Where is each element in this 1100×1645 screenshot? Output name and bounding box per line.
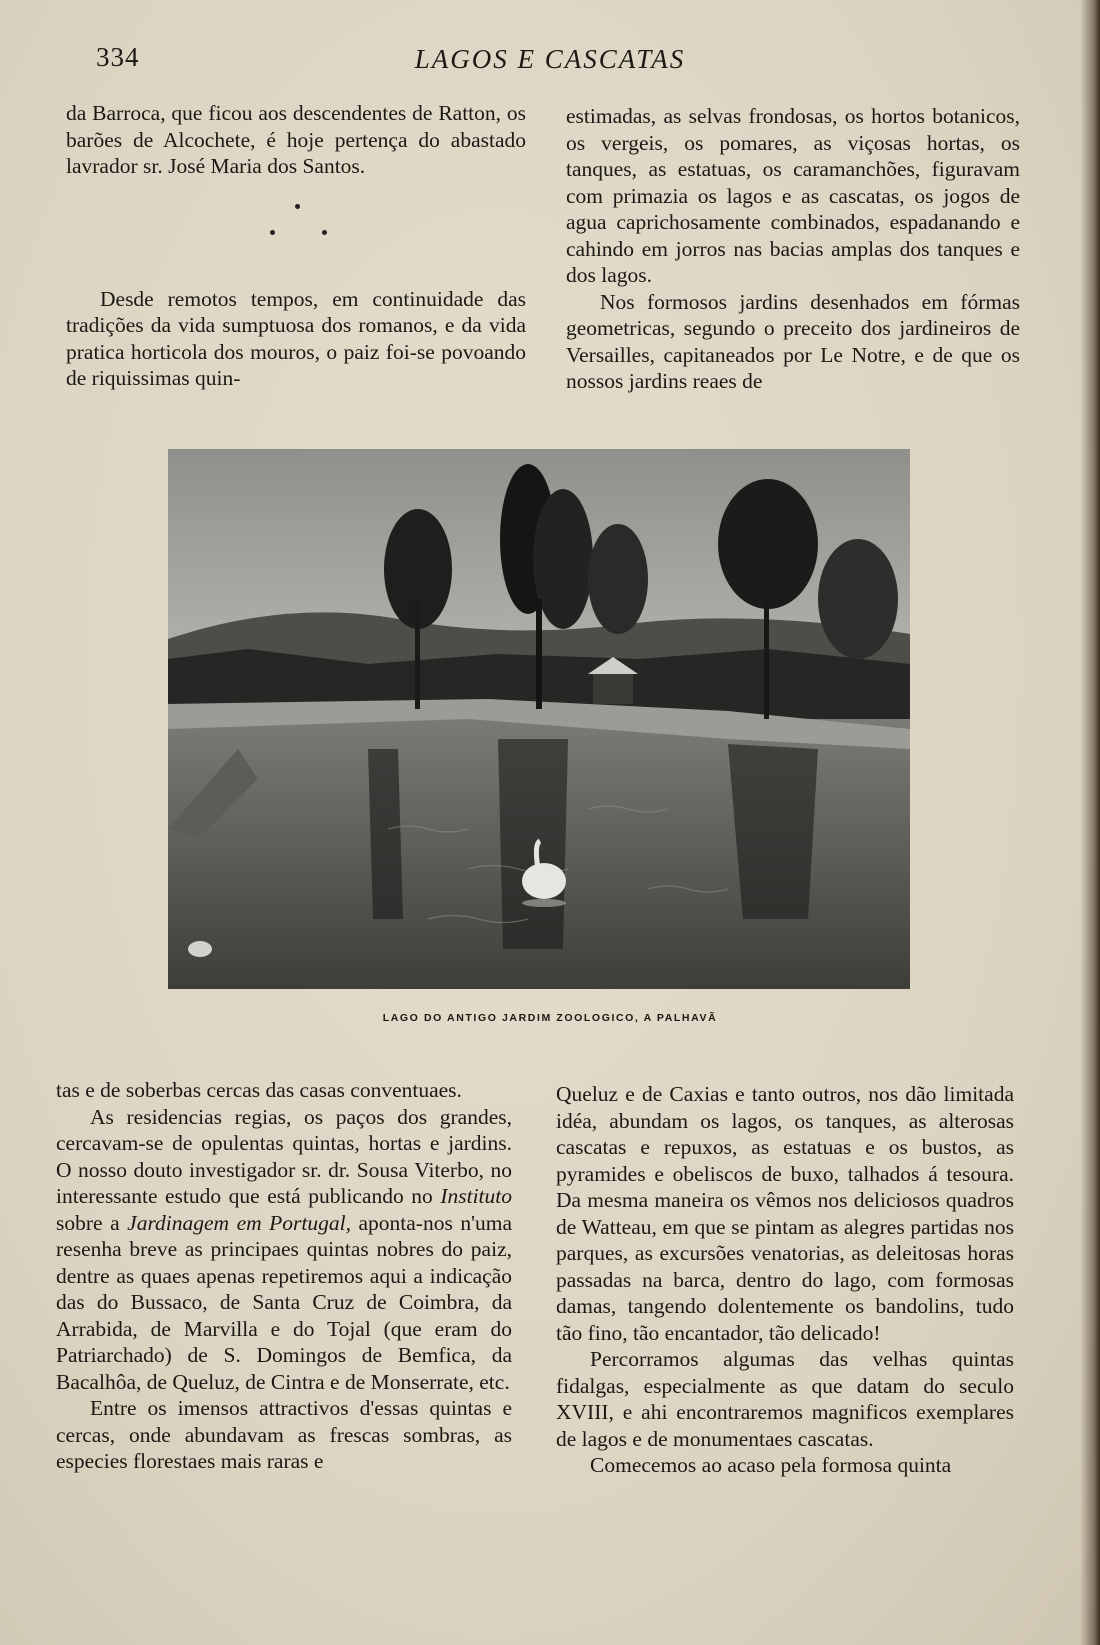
paragraph: estimadas, as selvas frondosas, os hortos botanicos, os vergeis, os pomares, as viçosas hortas, os tanques, as estatuas, os caramanchões, figuravam com primazia os lagos e as cascatas, os jogos de agua caprichosamente combinados, espadanando e cahindo em jorros nas bacias amplas dos tanques e dos lagos. [566, 104, 1020, 287]
column-bottom-left [56, 1077, 512, 1475]
paragraph: da Barroca, que ficou aos descendentes de Ratton, os barões de Alcochete, é hoje pertença do abastado lavrador sr. José Maria dos Santos. [66, 101, 526, 178]
running-title: LAGOS E CASCATAS [414, 44, 686, 74]
paragraph: Comecemos ao acaso pela formosa quinta [590, 1453, 952, 1477]
page-binding-shadow [1080, 0, 1100, 1645]
paragraph: Queluz e de Caxias e tanto outros, nos dão limitada idéa, abundam os lagos, os tanques, as alterosas cascatas e repuxos, as estatuas e os bustos, as pyramides e obeliscos de buxo, talhados á tesoura. Da mesma maneira os vêmos nos deliciosos quadros de Watteau, em que se pintam as alegres partidas nos parques, as excursões venatorias, as deleitosas horas passadas na barca, dentro do lago, com formosas damas, tangendo dolentemente os bandolins, tudo tão fino, tão encantador, tão delicado! [556, 1082, 1014, 1345]
section-break-asterism [66, 180, 526, 286]
paragraph: tas e de soberbas cercas das casas conventuaes. [56, 1078, 462, 1102]
paragraph: Desde remotos tempos, em continuidade das tradições da vida sumptuosa dos romanos, e da vida pratica horticola dos mouros, o paiz foi-se povoando de riquissimas quin- [66, 286, 526, 390]
paragraph: Nos formosos jardins desenhados em fórmas geometricas, segundo o preceito dos jardineiros de Versailles, capitaneados por Le Notre, e de que os nossos jardins reaes de [566, 289, 1020, 393]
lake-photograph [168, 449, 910, 989]
column-top-right [566, 103, 1020, 395]
figure-caption: LAGO DO ANTIGO JARDIM ZOOLOGICO, A PALHAVÃ [382, 1012, 718, 1024]
paragraph: Entre os imensos attractivos d'essas quintas e cercas, onde abundavam as frescas sombras, as especies florestaes mais raras e [56, 1396, 512, 1473]
column-top-left [66, 100, 526, 392]
paragraph: As residencias regias, os paços dos grandes, cercavam-se de opulentas quintas, hortas e jardins. O nosso douto investigador sr. dr. Sousa Viterbo, no interessante estudo que está publicando no Instituto sobre a Jardinagem em Portugal, aponta-nos n'uma resenha breve as principaes quintas nobres do paiz, dentre as quaes apenas repetiremos aqui a indicação das do Bussaco, de Santa Cruz de Coimbra, da Arrabida, de Marvilla e do Tojal (que eram do Patriarchado) de S. Domingos de Bemfica, da Bacalhôa, de Queluz, de Cintra e de Monserrate, etc. [56, 1104, 512, 1394]
column-bottom-right [556, 1081, 1014, 1479]
paragraph: Percorramos algumas das velhas quintas fidalgas, especialmente as que datam do seculo XVIII, e ahi encontraremos magnificos exemplares de lagos e de monumentaes cascatas. [556, 1347, 1014, 1451]
page-number: 334 [96, 42, 140, 72]
